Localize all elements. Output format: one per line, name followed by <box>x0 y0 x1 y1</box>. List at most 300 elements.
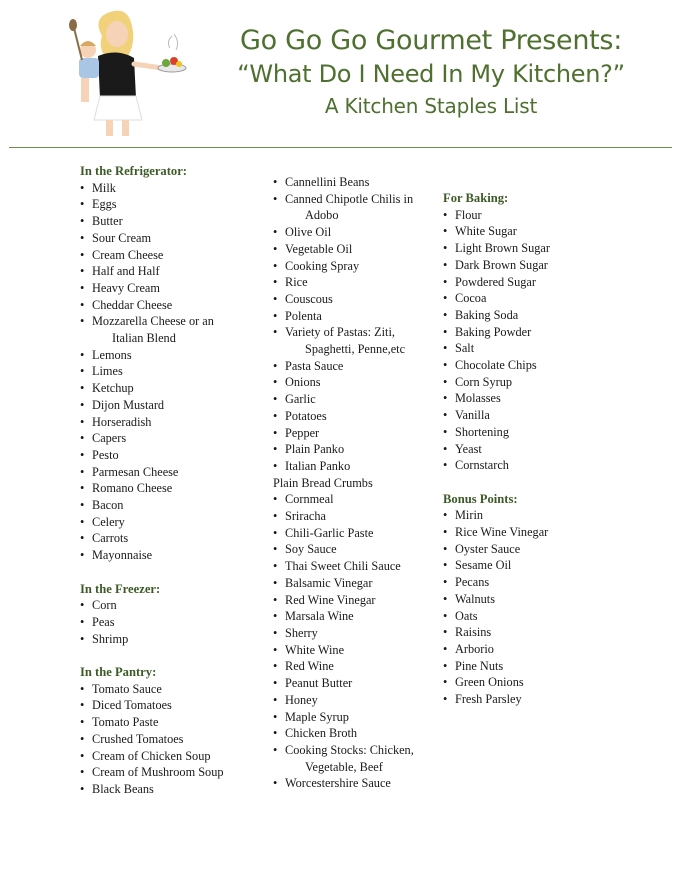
list-item-text: Honey <box>285 692 318 707</box>
list-item-text: Onions <box>285 375 321 390</box>
list-item-text: Powdered Sugar <box>455 274 536 289</box>
list-item <box>80 196 255 213</box>
bullet: • <box>273 408 278 423</box>
list-item <box>443 274 623 291</box>
bullet: • <box>273 442 278 457</box>
bullet: • <box>80 514 85 529</box>
bullet: • <box>80 715 85 730</box>
bullet: • <box>443 441 448 456</box>
bullet: • <box>443 508 448 523</box>
list-item-text: Molasses <box>455 391 501 406</box>
list-item <box>443 574 623 591</box>
list-item <box>80 748 255 765</box>
bullet: • <box>80 397 85 412</box>
title-line-1: Go Go Go Gourmet Presents: <box>240 25 622 56</box>
list-item <box>273 742 443 759</box>
bullet: • <box>273 458 278 473</box>
bullet: • <box>80 247 85 262</box>
list-item-text: Shrimp <box>92 631 129 646</box>
list-item <box>80 480 255 497</box>
list-item <box>80 280 255 297</box>
bullet: • <box>443 408 448 423</box>
list-item <box>273 642 443 659</box>
bullet: • <box>273 776 278 791</box>
list-item-text: Eggs <box>92 197 117 212</box>
list-item <box>273 308 443 325</box>
list-item <box>80 263 255 280</box>
title-block <box>196 24 666 121</box>
bullet: • <box>273 692 278 707</box>
list-item <box>80 397 255 414</box>
list-item-text: Garlic <box>285 392 316 407</box>
list-item-text: Italian Panko <box>285 458 351 473</box>
list-item <box>80 497 255 514</box>
bullet: • <box>273 742 278 757</box>
list-item <box>273 191 443 208</box>
bullet: • <box>273 659 278 674</box>
bullet: • <box>443 525 448 540</box>
list-item-text: Cocoa <box>455 291 487 306</box>
list-item-text: Half and Half <box>92 264 160 279</box>
bullet: • <box>443 358 448 373</box>
list-item-text: Cornmeal <box>285 492 334 507</box>
list-item-text: Balsamic Vinegar <box>285 575 373 590</box>
list-item <box>80 514 255 531</box>
bullet: • <box>273 275 278 290</box>
list-item <box>80 764 255 781</box>
list-item-text: Ketchup <box>92 381 134 396</box>
bullet: • <box>80 381 85 396</box>
list-item-text: Dijon Mustard <box>92 397 165 412</box>
list-item-text: Cream Cheese <box>92 247 164 262</box>
bullet: • <box>273 325 278 340</box>
title-line-3: A Kitchen Staples List <box>324 94 538 118</box>
list-item-text: Corn Syrup <box>455 374 513 389</box>
bullet: • <box>273 191 278 206</box>
bullet: • <box>273 726 278 741</box>
list-item <box>273 258 443 275</box>
list-item <box>443 290 623 307</box>
list-item <box>443 691 623 708</box>
list-item-text: Spaghetti, Penne,etc <box>305 342 406 357</box>
bullet: • <box>273 642 278 657</box>
list-item <box>273 725 443 742</box>
bullet: • <box>80 481 85 496</box>
column-2 <box>273 174 443 792</box>
list-item <box>443 641 623 658</box>
list-item-text: Corn <box>92 598 117 613</box>
list-item <box>443 407 623 424</box>
bullet: • <box>443 558 448 573</box>
list-item-text: Raisins <box>455 625 492 640</box>
bullet: • <box>443 424 448 439</box>
bullet: • <box>443 541 448 556</box>
list-item-text: Mozzarella Cheese or an <box>92 314 214 329</box>
section-heading-refrigerator: In the Refrigerator: <box>80 164 188 178</box>
list-item <box>80 247 255 264</box>
list-item <box>273 692 443 709</box>
list-item-text: Salt <box>455 341 475 356</box>
list-item-text: Tomato Paste <box>92 715 159 730</box>
bullet: • <box>80 781 85 796</box>
list-item <box>273 775 443 792</box>
list-item-text: Light Brown Sugar <box>455 241 550 256</box>
list-item <box>443 324 623 341</box>
list-item <box>443 207 623 224</box>
list-item-text: Lemons <box>92 347 132 362</box>
list-item <box>273 675 443 692</box>
bullet: • <box>443 658 448 673</box>
list-item <box>273 608 443 625</box>
list-item <box>80 297 255 314</box>
bullet: • <box>80 347 85 362</box>
bullet: • <box>443 641 448 656</box>
list-item <box>80 363 255 380</box>
list-item-text: Red Wine <box>285 659 334 674</box>
list-item <box>273 575 443 592</box>
bullet: • <box>273 625 278 640</box>
bullet: • <box>80 631 85 646</box>
list-item <box>273 291 443 308</box>
list-item-text: Pine Nuts <box>455 658 504 673</box>
list-item-text: Carrots <box>92 531 129 546</box>
list-item <box>80 380 255 397</box>
section-heading-baking: For Baking: <box>443 191 509 205</box>
list-item-text: Celery <box>92 514 125 529</box>
bullet: • <box>273 492 278 507</box>
list-item-text: Capers <box>92 431 127 446</box>
list-item <box>273 425 443 442</box>
list-item-text: Variety of Pastas: Ziti, <box>285 325 395 340</box>
list-item <box>273 358 443 375</box>
chef-mascot-logo <box>62 8 192 140</box>
list-item-text: Heavy Cream <box>92 280 160 295</box>
bullet: • <box>80 681 85 696</box>
list-item-text: Diced Tomatoes <box>92 698 172 713</box>
bullet: • <box>273 709 278 724</box>
bullet: • <box>80 264 85 279</box>
column-3 <box>443 190 623 708</box>
list-item <box>80 213 255 230</box>
list-item-text: Pecans <box>455 575 490 590</box>
list-item-text: Peanut Butter <box>285 676 353 691</box>
list-item <box>443 507 623 524</box>
list-item-text: Black Beans <box>92 781 154 796</box>
list-item <box>80 313 255 330</box>
list-item-text: Vegetable, Beef <box>305 759 383 774</box>
bullet: • <box>273 358 278 373</box>
list-item <box>443 240 623 257</box>
list-item-text: Rice Wine Vinegar <box>455 525 549 540</box>
bullet: • <box>80 431 85 446</box>
list-item <box>80 464 255 481</box>
list-item <box>443 357 623 374</box>
list-item <box>80 681 255 698</box>
bullet: • <box>443 307 448 322</box>
list-item <box>273 274 443 291</box>
bullet: • <box>443 608 448 623</box>
list-item-text: Romano Cheese <box>92 481 173 496</box>
list-item-text: Butter <box>92 214 123 229</box>
bullet: • <box>273 609 278 624</box>
list-item-text: Chili-Garlic Paste <box>285 525 374 540</box>
bullet: • <box>80 314 85 329</box>
list-item <box>273 241 443 258</box>
list-item <box>80 597 255 614</box>
list-item-text: Sherry <box>285 625 318 640</box>
list-item-text: Bacon <box>92 498 124 513</box>
pantry-continued-list <box>273 174 443 792</box>
section-heading-bonus: Bonus Points: <box>443 491 518 506</box>
list-item-text: Dark Brown Sugar <box>455 257 548 272</box>
bullet: • <box>273 575 278 590</box>
list-item <box>80 631 255 648</box>
list-item <box>443 457 623 474</box>
baking-list <box>443 207 623 474</box>
list-item <box>443 608 623 625</box>
bullet: • <box>273 308 278 323</box>
list-item <box>80 714 255 731</box>
bullet: • <box>273 225 278 240</box>
list-item <box>80 781 255 798</box>
bullet: • <box>443 391 448 406</box>
list-item <box>273 391 443 408</box>
bullet: • <box>80 280 85 295</box>
list-item <box>443 591 623 608</box>
list-item-text: Vanilla <box>455 408 490 423</box>
bullet: • <box>443 257 448 272</box>
bullet: • <box>80 447 85 462</box>
bullet: • <box>80 464 85 479</box>
list-item-text: Yeast <box>455 441 482 456</box>
list-item-text: Worcestershire Sauce <box>285 776 391 791</box>
list-item <box>273 625 443 642</box>
bullet: • <box>80 731 85 746</box>
list-item <box>443 674 623 691</box>
list-item <box>273 592 443 609</box>
bullet: • <box>273 509 278 524</box>
freezer-list <box>80 597 255 647</box>
bullet: • <box>80 364 85 379</box>
bullet: • <box>443 274 448 289</box>
section-heading-pantry: In the Pantry: <box>80 665 157 680</box>
list-item <box>273 441 443 458</box>
list-item <box>273 541 443 558</box>
list-item <box>80 547 255 564</box>
header-divider <box>9 147 672 148</box>
bullet: • <box>273 291 278 306</box>
list-item-text: Pepper <box>285 425 320 440</box>
list-item-text: Sour Cream <box>92 230 152 245</box>
list-item <box>273 174 443 191</box>
bullet: • <box>80 498 85 513</box>
list-item-text: Mirin <box>455 508 484 523</box>
list-item <box>443 658 623 675</box>
list-item <box>273 408 443 425</box>
list-item <box>443 424 623 441</box>
list-item-text: Potatoes <box>285 408 327 423</box>
bullet: • <box>80 614 85 629</box>
list-item-text: Cornstarch <box>455 458 509 473</box>
bullet: • <box>443 692 448 707</box>
list-item <box>80 430 255 447</box>
bullet: • <box>80 531 85 546</box>
list-item-text: Baking Powder <box>455 324 532 339</box>
bullet: • <box>80 230 85 245</box>
list-item <box>273 558 443 575</box>
bullet: • <box>443 458 448 473</box>
list-item <box>80 414 255 431</box>
list-item-text: Peas <box>92 614 115 629</box>
list-item-text: White Sugar <box>455 224 517 239</box>
list-item-text: Shortening <box>455 424 509 439</box>
list-item <box>80 447 255 464</box>
list-item-text: Mayonnaise <box>92 548 153 563</box>
list-item <box>273 759 443 776</box>
list-item-text: White Wine <box>285 642 345 657</box>
list-item-text: Thai Sweet Chili Sauce <box>285 559 401 574</box>
bullet: • <box>80 748 85 763</box>
list-item-text: Oyster Sauce <box>455 541 521 556</box>
list-item-text: Marsala Wine <box>285 609 354 624</box>
bullet: • <box>443 341 448 356</box>
list-item <box>80 614 255 631</box>
bullet: • <box>273 676 278 691</box>
list-item-text: Chicken Broth <box>285 726 358 741</box>
bonus-list <box>443 507 623 707</box>
bullet: • <box>273 241 278 256</box>
list-item <box>273 491 443 508</box>
bullet: • <box>443 291 448 306</box>
list-item <box>80 530 255 547</box>
bullet: • <box>443 207 448 222</box>
bullet: • <box>80 180 85 195</box>
list-item-text: Parmesan Cheese <box>92 464 179 479</box>
list-item-text: Fresh Parsley <box>455 692 522 707</box>
list-item-text: Flour <box>455 207 482 222</box>
list-item-text: Cream of Chicken Soup <box>92 748 211 763</box>
list-item <box>443 524 623 541</box>
list-item <box>273 508 443 525</box>
list-item-text: Olive Oil <box>285 225 332 240</box>
list-item <box>443 307 623 324</box>
bullet: • <box>443 374 448 389</box>
bullet: • <box>443 625 448 640</box>
list-item-text: Red Wine Vinegar <box>285 592 376 607</box>
list-item-text: Vegetable Oil <box>285 241 353 256</box>
list-item-text: Tomato Sauce <box>92 681 162 696</box>
bullet: • <box>80 765 85 780</box>
list-item-text: Cheddar Cheese <box>92 297 173 312</box>
list-item <box>273 525 443 542</box>
bullet: • <box>443 224 448 239</box>
list-item-text: Baking Soda <box>455 307 519 322</box>
bullet: • <box>273 542 278 557</box>
list-item-text: Soy Sauce <box>285 542 337 557</box>
bullet: • <box>80 197 85 212</box>
list-item <box>443 223 623 240</box>
list-item-text: Couscous <box>285 291 333 306</box>
list-item-text: Cannellini Beans <box>285 175 370 189</box>
bullet: • <box>443 575 448 590</box>
bullet: • <box>80 598 85 613</box>
list-item <box>273 374 443 391</box>
list-item <box>80 697 255 714</box>
list-item <box>443 441 623 458</box>
list-item-text: Crushed Tomatoes <box>92 731 184 746</box>
bullet: • <box>80 698 85 713</box>
list-item <box>443 541 623 558</box>
section-heading-freezer: In the Freezer: <box>80 581 161 596</box>
bullet: • <box>273 258 278 273</box>
list-item <box>443 374 623 391</box>
list-item-text: Green Onions <box>455 675 524 690</box>
list-item-text: Rice <box>285 275 308 290</box>
list-item <box>80 230 255 247</box>
list-item <box>273 475 443 492</box>
bullet: • <box>443 241 448 256</box>
bullet: • <box>443 675 448 690</box>
list-item <box>443 557 623 574</box>
list-item-text: Pesto <box>92 447 119 462</box>
bullet: • <box>80 548 85 563</box>
bullet: • <box>80 297 85 312</box>
bullet: • <box>273 559 278 574</box>
list-item-text: Pasta Sauce <box>285 358 344 373</box>
list-item <box>443 257 623 274</box>
list-item-text: Plain Panko <box>285 442 345 457</box>
list-item <box>443 390 623 407</box>
list-item-text: Adobo <box>305 208 339 223</box>
list-item-text: Sriracha <box>285 509 326 524</box>
list-item <box>80 347 255 364</box>
list-item-text: Arborio <box>455 641 494 656</box>
list-item-text: Plain Bread Crumbs <box>273 475 373 490</box>
bullet: • <box>273 375 278 390</box>
list-item-text: Italian Blend <box>112 331 176 346</box>
bullet: • <box>80 214 85 229</box>
list-item <box>273 224 443 241</box>
bullet: • <box>273 392 278 407</box>
list-item-text: Walnuts <box>455 591 495 606</box>
bullet: • <box>273 175 278 189</box>
bullet: • <box>273 425 278 440</box>
bullet: • <box>443 591 448 606</box>
bullet: • <box>273 592 278 607</box>
list-item <box>273 658 443 675</box>
list-item-text: Horseradish <box>92 414 152 429</box>
list-item <box>273 207 443 224</box>
list-item-text: Sesame Oil <box>455 558 512 573</box>
bullet: • <box>273 525 278 540</box>
list-item-text: Cooking Stocks: Chicken, <box>285 742 414 757</box>
list-item-text: Maple Syrup <box>285 709 349 724</box>
list-item <box>80 180 255 197</box>
list-item-text: Polenta <box>285 308 322 323</box>
list-item <box>443 624 623 641</box>
list-item <box>443 340 623 357</box>
list-item-text: Cream of Mushroom Soup <box>92 765 224 780</box>
list-item-text: Canned Chipotle Chilis in <box>285 191 414 206</box>
list-item <box>80 731 255 748</box>
title-line-2: “What Do I Need In My Kitchen?” <box>237 60 625 88</box>
list-item <box>273 709 443 726</box>
list-item-text: Oats <box>455 608 478 623</box>
list-item <box>273 458 443 475</box>
list-item-text: Limes <box>92 364 123 379</box>
list-item <box>273 341 443 358</box>
bullet: • <box>80 414 85 429</box>
